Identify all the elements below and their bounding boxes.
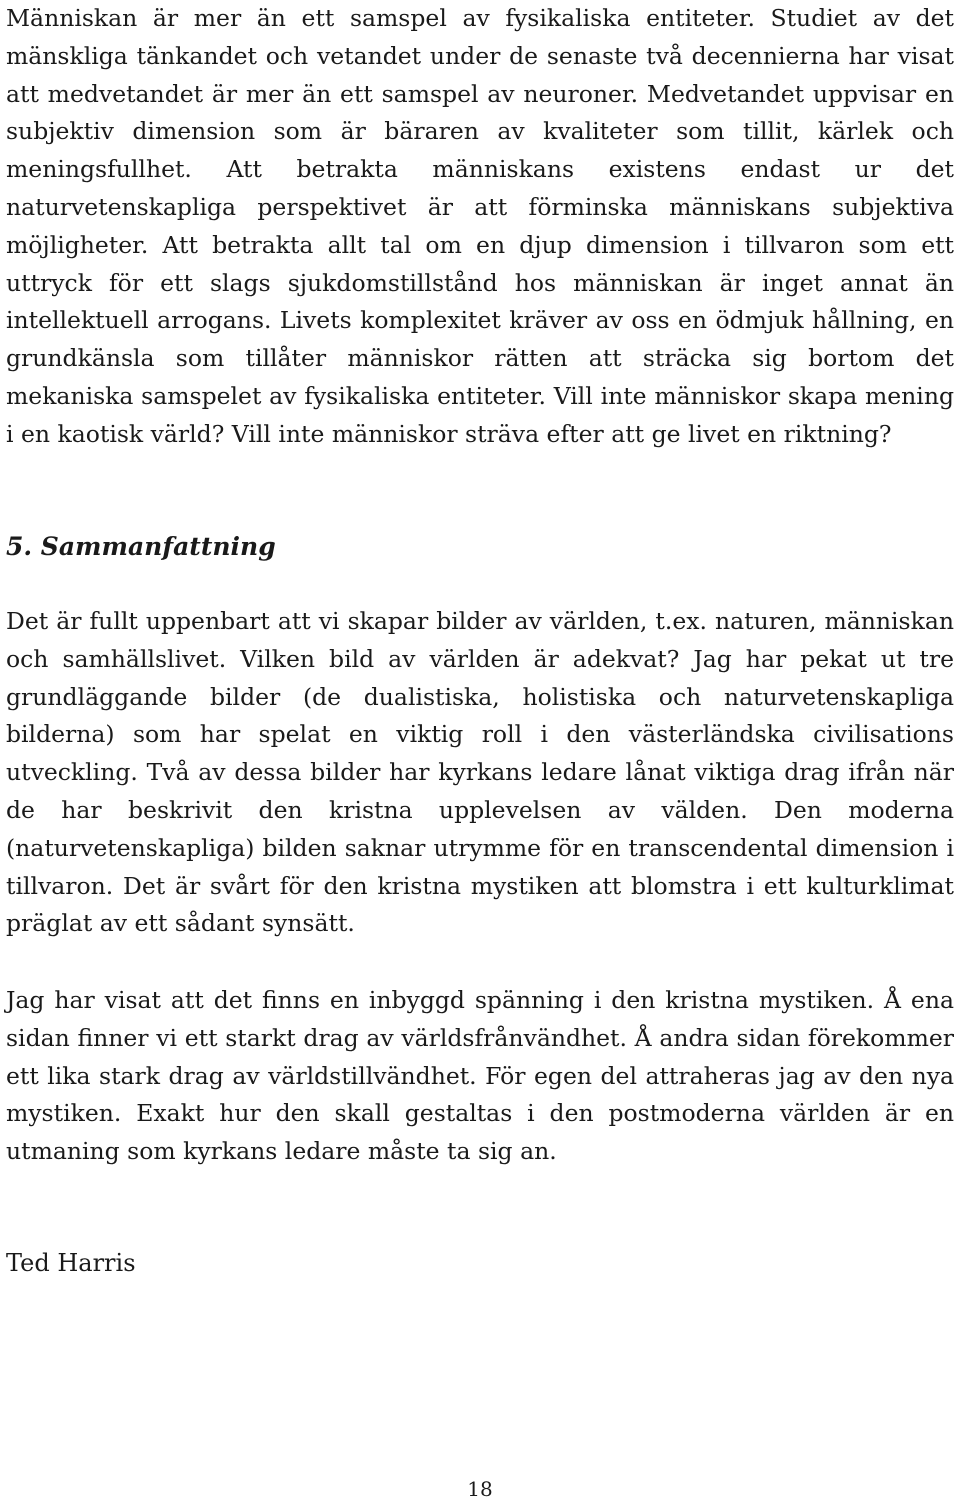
summary-paragraph-1: Det är fullt uppenbart att vi skapar bilder av världen, t.ex. naturen, människan och samhällslivet. Vilken bild av världen är adekvat? Jag har pekat ut tre grundläggande bilder (de dualistiska, holistiska och naturvetenskapliga bilderna) som har spelat en viktig roll i den västerländska civilisations utveckling. Två av dessa bilder har kyrkans ledare lånat viktiga drag ifrån när de har beskrivit den kristna upplevelsen av välden. Den moderna (naturvetenskapliga) bilden saknar utrymme för en transcendental dimension i tillvaron. Det är svårt för den kristna mystiken att blomstra i ett kulturklimat präglat av ett sådant synsätt. xyxy=(6,607,954,938)
intro-paragraph: Människan är mer än ett samspel av fysikaliska entiteter. Studiet av det mänskliga tänkandet och vetandet under de senaste två decennierna har visat att medvetandet är mer än ett samspel av neuroner. Medvetandet uppvisar en subjektiv dimension som är bäraren av kvaliteter som tillit, kärlek och meningsfullhet. Att betrakta människans existens endast ur det naturvetenskapliga perspektivet är att förminska människans subjektiva möjligheter. Att betrakta allt tal om en djup dimension i tillvaron som ett uttryck för ett slags sjukdomstillstånd hos människan är inget annat än intellektuell arrogans. Livets komplexitet kräver av oss en ödmjuk hållning, en grundkänsla som tillåter människor rätten att sträcka sig bortom det mekaniska samspelet av fysikaliska entiteter. Vill inte människor skapa mening i en kaotisk värld? Vill inte människor sträva efter att ge livet en riktning? xyxy=(6,4,954,448)
author-signature: Ted Harris xyxy=(6,1249,136,1277)
section-heading: 5. Sammanfattning xyxy=(6,532,276,561)
summary-paragraph-2: Jag har visat att det finns en inbyggd spänning i den kristna mystiken. Å ena sidan finner vi ett starkt drag av världsfrånvändhet. Å andra sidan förekommer ett lika stark drag av världstillvändhet. För egen del attraheras jag av den nya mystiken. Exakt hur den skall gestaltas i den postmoderna världen är en utmaning som kyrkans ledare måste ta sig an. xyxy=(6,986,954,1166)
page-number: 18 xyxy=(467,1477,493,1501)
